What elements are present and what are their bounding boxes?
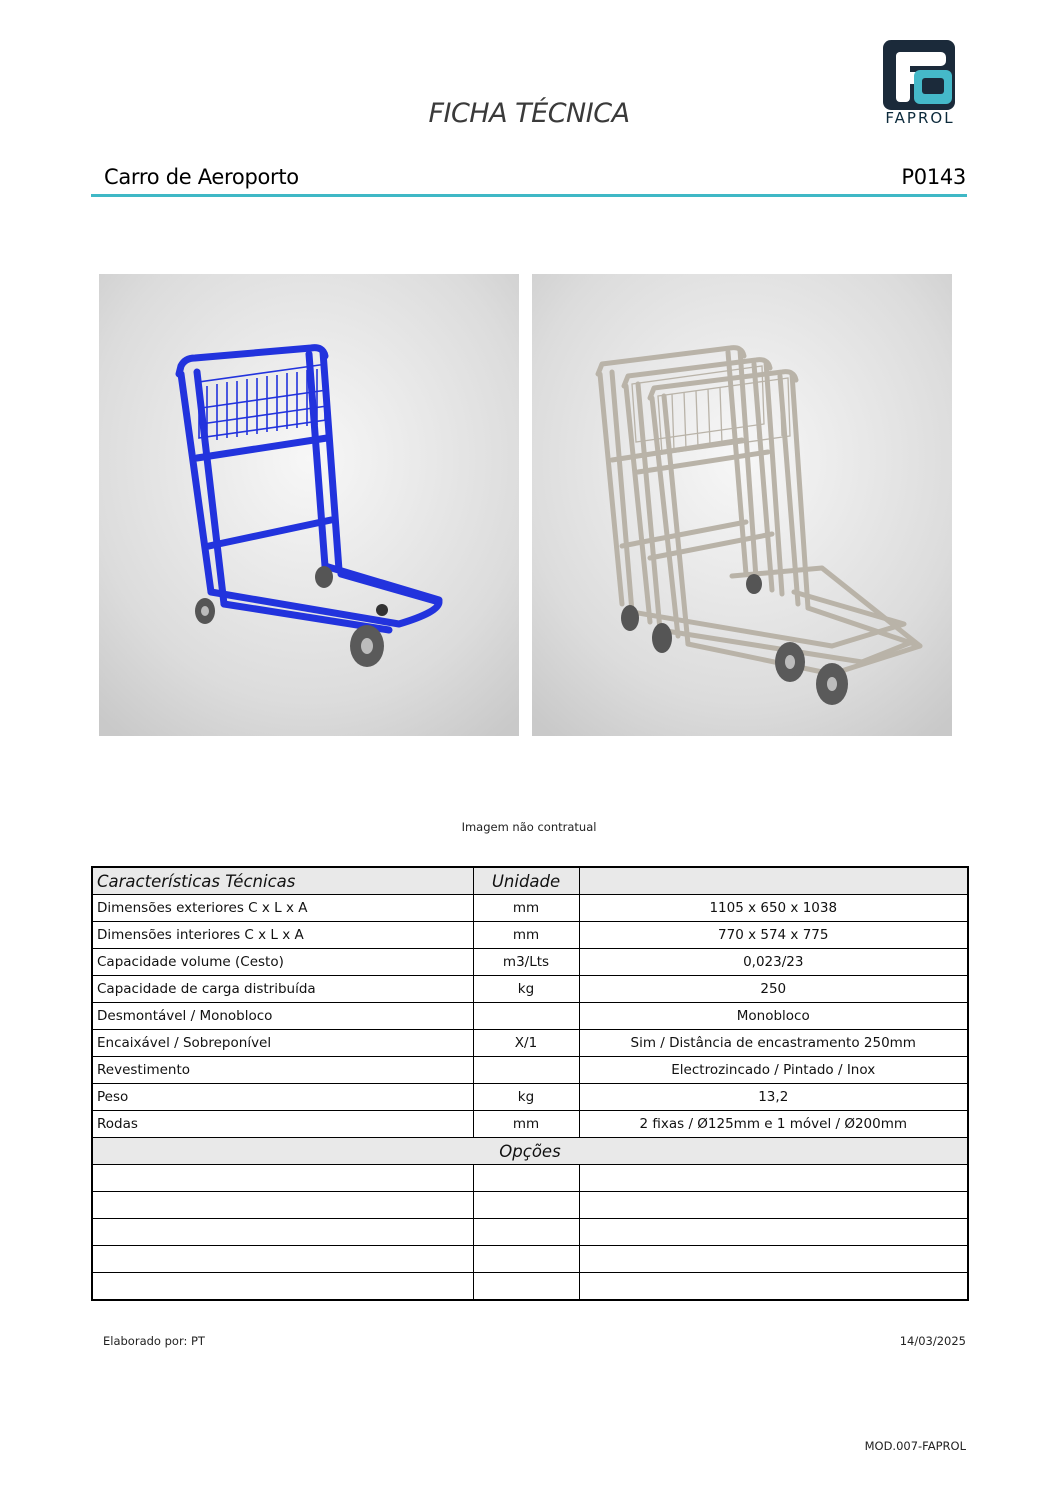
row-label: Dimensões interiores C x L x A bbox=[92, 922, 473, 949]
option-row bbox=[92, 1273, 968, 1301]
row-label: Peso bbox=[92, 1084, 473, 1111]
row-unit: mm bbox=[473, 895, 579, 922]
row-unit bbox=[473, 1003, 579, 1030]
row-unit: mm bbox=[473, 922, 579, 949]
product-code: P0143 bbox=[901, 165, 966, 189]
options-header-row bbox=[92, 1138, 968, 1165]
option-row bbox=[92, 1246, 968, 1273]
row-value: 770 x 574 x 775 bbox=[579, 922, 968, 949]
table-row bbox=[92, 922, 968, 949]
row-label: Capacidade de carga distribuída bbox=[92, 976, 473, 1003]
table-row bbox=[92, 1084, 968, 1111]
option-label bbox=[92, 1219, 473, 1246]
option-row bbox=[92, 1165, 968, 1192]
option-unit bbox=[473, 1192, 579, 1219]
row-unit: m3/Lts bbox=[473, 949, 579, 976]
row-value: 0,023/23 bbox=[579, 949, 968, 976]
table-row bbox=[92, 1003, 968, 1030]
table-row bbox=[92, 895, 968, 922]
option-value bbox=[579, 1273, 968, 1301]
document-title: FICHA TÉCNICA bbox=[428, 98, 630, 129]
option-label bbox=[92, 1192, 473, 1219]
option-unit bbox=[473, 1273, 579, 1301]
row-value: 2 fixas / Ø125mm e 1 móvel / Ø200mm bbox=[579, 1111, 968, 1138]
row-label: Rodas bbox=[92, 1111, 473, 1138]
option-label bbox=[92, 1246, 473, 1273]
option-value bbox=[579, 1246, 968, 1273]
product-image-blue-trolley bbox=[99, 274, 519, 736]
option-row bbox=[92, 1219, 968, 1246]
option-unit bbox=[473, 1165, 579, 1192]
row-unit: kg bbox=[473, 1084, 579, 1111]
option-value bbox=[579, 1192, 968, 1219]
table-header-row bbox=[92, 867, 968, 895]
row-label: Revestimento bbox=[92, 1057, 473, 1084]
table-row bbox=[92, 949, 968, 976]
image-caption: Imagem não contratual bbox=[461, 820, 597, 834]
option-label bbox=[92, 1273, 473, 1301]
table-row bbox=[92, 1030, 968, 1057]
options-label: Opções bbox=[92, 1138, 968, 1165]
option-unit bbox=[473, 1246, 579, 1273]
row-value: Electrozincado / Pintado / Inox bbox=[579, 1057, 968, 1084]
row-value: Monobloco bbox=[579, 1003, 968, 1030]
table-row bbox=[92, 1111, 968, 1138]
header-unit: Unidade bbox=[473, 867, 579, 895]
row-value: 13,2 bbox=[579, 1084, 968, 1111]
row-value: 250 bbox=[579, 976, 968, 1003]
option-value bbox=[579, 1219, 968, 1246]
option-value bbox=[579, 1165, 968, 1192]
header-divider bbox=[91, 194, 967, 197]
header-characteristics: Características Técnicas bbox=[92, 867, 473, 895]
row-label: Desmontável / Monobloco bbox=[92, 1003, 473, 1030]
model-reference: MOD.007-FAPROL bbox=[864, 1439, 966, 1453]
specifications-table bbox=[91, 866, 969, 1301]
row-unit bbox=[473, 1057, 579, 1084]
row-label: Dimensões exteriores C x L x A bbox=[92, 895, 473, 922]
document-date: 14/03/2025 bbox=[899, 1334, 966, 1348]
prepared-by: Elaborado por: PT bbox=[103, 1334, 205, 1348]
option-unit bbox=[473, 1219, 579, 1246]
row-value: 1105 x 650 x 1038 bbox=[579, 895, 968, 922]
option-row bbox=[92, 1192, 968, 1219]
row-label: Encaixável / Sobreponível bbox=[92, 1030, 473, 1057]
row-unit: X/1 bbox=[473, 1030, 579, 1057]
row-unit: kg bbox=[473, 976, 579, 1003]
option-label bbox=[92, 1165, 473, 1192]
product-image-steel-trolleys bbox=[532, 274, 952, 736]
row-value: Sim / Distância de encastramento 250mm bbox=[579, 1030, 968, 1057]
table-row bbox=[92, 976, 968, 1003]
row-unit: mm bbox=[473, 1111, 579, 1138]
row-label: Capacidade volume (Cesto) bbox=[92, 949, 473, 976]
logo-wordmark: FAPROL bbox=[885, 109, 955, 127]
table-row bbox=[92, 1057, 968, 1084]
product-name: Carro de Aeroporto bbox=[104, 165, 299, 189]
header-value bbox=[579, 867, 968, 895]
